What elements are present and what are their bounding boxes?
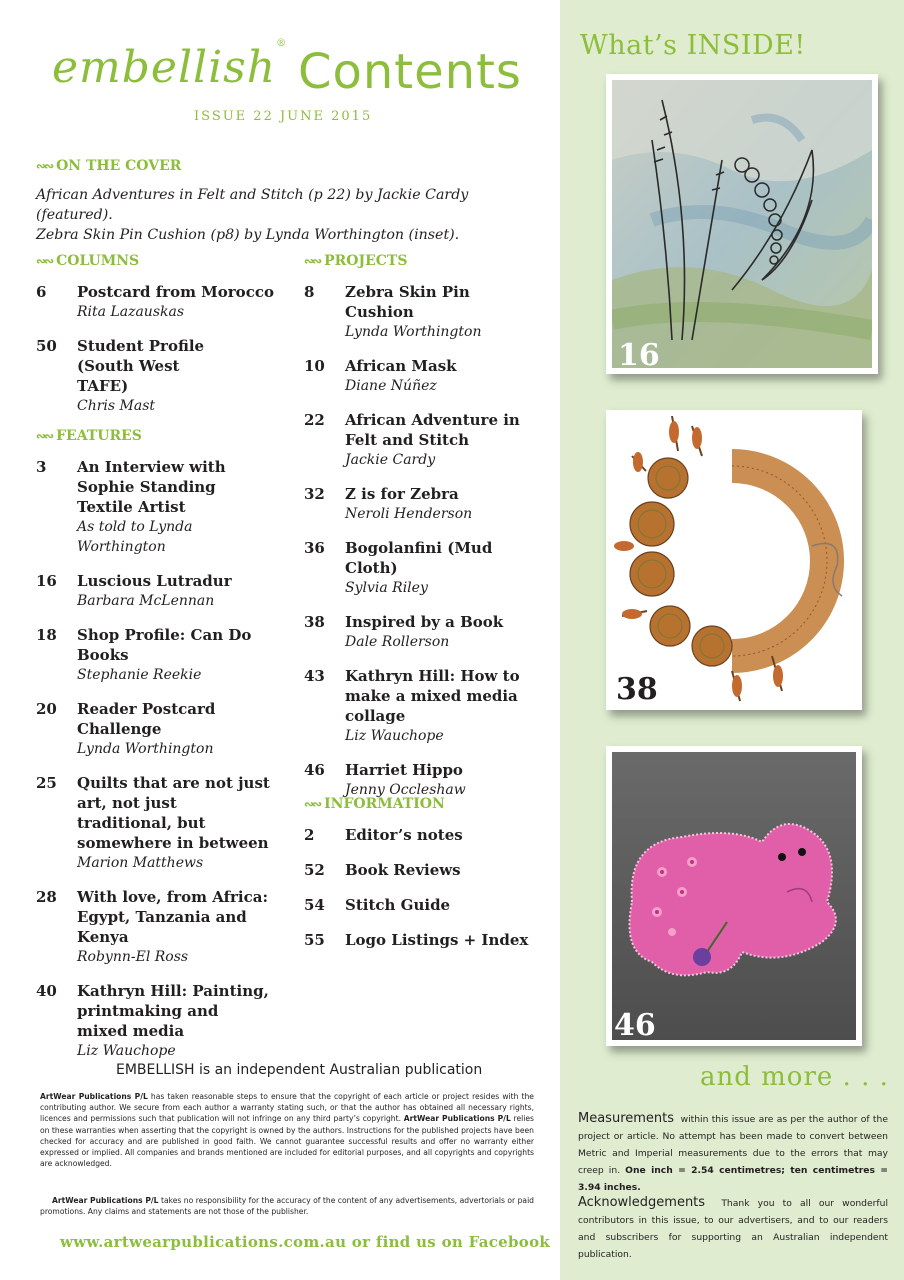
list-item[interactable] xyxy=(304,895,540,915)
list-item[interactable] xyxy=(36,571,272,611)
information-list xyxy=(304,825,540,965)
article-title: Kathryn Hill: How to make a mixed media collage xyxy=(345,667,520,725)
stitched-butterfly-image xyxy=(612,80,872,368)
article-author: Marion Matthews xyxy=(77,855,204,871)
article-author: Barbara McLennan xyxy=(77,593,215,609)
photo-page-number: 38 xyxy=(616,672,658,707)
list-item[interactable] xyxy=(304,484,540,524)
page-number: 10 xyxy=(304,357,325,375)
article-author: Lynda Worthington xyxy=(345,324,482,340)
article-title: Stitch Guide xyxy=(345,896,451,914)
acknowledgements-text: Thank you to all our wonderful contributors in this issue, to our advertisers, and to our readers and subscribers for supporting an Australian independent publication. xyxy=(578,1198,889,1260)
list-item[interactable] xyxy=(304,860,540,880)
whats-inside-title: What’s INSIDE! xyxy=(580,30,806,61)
flourish-icon: ∾∾ xyxy=(36,254,53,268)
article-title: Kathryn Hill: Painting, printmaking and mixed media xyxy=(77,982,269,1040)
feature-photo-46[interactable] xyxy=(606,746,862,1046)
article-author: Dale Rollerson xyxy=(345,634,450,650)
section-heading-columns xyxy=(36,253,139,269)
cover-line-1: African Adventures in Felt and Stitch (p 22) by Jackie Cardy (featured). xyxy=(36,187,469,223)
cover-line-2: Zebra Skin Pin Cushion (p8) by Lynda Worthington (inset). xyxy=(36,227,460,243)
features-list xyxy=(36,457,272,1075)
page-number: 22 xyxy=(304,411,325,429)
heading-label: ON THE COVER xyxy=(56,158,182,174)
page-number: 6 xyxy=(36,283,47,301)
heading-label: COLUMNS xyxy=(56,253,140,269)
embellish-logo xyxy=(52,38,288,93)
page-number: 20 xyxy=(36,700,57,718)
article-title: Quilts that are not just art, not just traditional, but somewhere in between xyxy=(77,774,270,852)
page-number: 50 xyxy=(36,337,57,355)
page-title: Contents xyxy=(298,44,522,100)
flourish-icon: ∾∾ xyxy=(304,254,321,268)
acknowledgements-lead: Acknowledgements xyxy=(578,1195,706,1210)
flourish-icon: ∾∾ xyxy=(36,429,53,443)
measurements-note xyxy=(578,1110,888,1196)
page-number: 36 xyxy=(304,539,325,557)
list-item[interactable] xyxy=(304,825,540,845)
list-item[interactable] xyxy=(36,887,272,967)
page-number: 46 xyxy=(304,761,325,779)
heading-label: INFORMATION xyxy=(324,796,445,812)
page-number: 25 xyxy=(36,774,57,792)
article-author: Stephanie Reekie xyxy=(77,667,202,683)
page-number: 2 xyxy=(304,826,315,844)
page-number: 55 xyxy=(304,931,325,949)
list-item[interactable] xyxy=(36,773,272,873)
page-number: 16 xyxy=(36,572,57,590)
article-title: Shop Profile: Can Do Books xyxy=(77,626,252,664)
liability-text: takes no responsibility for the accuracy of the content of any advertisements, advertorials or paid promotions. Any claims and statements are not those of the publisher. xyxy=(40,1196,535,1217)
list-item[interactable] xyxy=(36,282,276,322)
page-number: 43 xyxy=(304,667,325,685)
list-item[interactable] xyxy=(36,625,272,685)
publisher-name: ArtWear Publications P/L xyxy=(40,1092,148,1101)
list-item[interactable] xyxy=(304,356,540,396)
article-author: Jackie Cardy xyxy=(345,452,436,468)
article-title: African Mask xyxy=(345,357,457,375)
flourish-icon: ∾∾ xyxy=(304,797,321,811)
page-number: 52 xyxy=(304,861,325,879)
section-heading-features xyxy=(36,428,142,444)
copyright-text-a: has taken reasonable steps to ensure that the copyright of each article or project resides with the contributing author. We secure from each author a warranty stating such, or that the author has obtained all necessary rights, licences and permissions such that publication will not infringe on any third party’s copyright. xyxy=(40,1092,534,1124)
article-title: Logo Listings + Index xyxy=(345,931,529,949)
article-author: Diane Núñez xyxy=(345,378,437,394)
issue-line: ISSUE 22 JUNE 2015 xyxy=(194,109,373,124)
measurements-bold: One inch = 2.54 centimetres; ten centimetres = 3.94 inches. xyxy=(578,1165,888,1193)
feature-photo-38[interactable] xyxy=(606,410,862,710)
measurements-lead: Measurements xyxy=(578,1111,675,1126)
list-item[interactable] xyxy=(36,336,276,416)
list-item[interactable] xyxy=(304,612,540,652)
list-item[interactable] xyxy=(304,538,540,598)
page-number: 38 xyxy=(304,613,325,631)
list-item[interactable] xyxy=(36,457,272,557)
article-author: Lynda Worthington xyxy=(77,741,214,757)
feature-photo-16[interactable] xyxy=(606,74,878,374)
copyright-text-b: relies on these warranties when asserting that the copyright is owned by the authors. Instructions for the published projects have been checked for accuracy and are published in good faith. We cannot guarantee successful results and offer no warranty either expressed or implied. All companies and brands mentioned are included for editorial purposes, and all copyrights and copyrights are acknowledged. xyxy=(40,1114,534,1169)
article-title: Inspired by a Book xyxy=(345,613,504,631)
article-title: An Interview with Sophie Standing Textile Artist xyxy=(77,458,226,516)
list-item[interactable] xyxy=(304,410,540,470)
liability-paragraph xyxy=(40,1195,534,1217)
article-title: Reader Postcard Challenge xyxy=(77,700,216,738)
article-author: Robynn-El Ross xyxy=(77,949,189,965)
article-title: Bogolanfini (Mud Cloth) xyxy=(345,539,493,577)
list-item[interactable] xyxy=(304,282,540,342)
article-author: Liz Wauchope xyxy=(345,728,444,744)
list-item[interactable] xyxy=(36,699,272,759)
heading-label: FEATURES xyxy=(56,428,142,444)
article-title: Zebra Skin Pin Cushion xyxy=(345,283,470,321)
list-item[interactable] xyxy=(304,930,540,950)
article-title: Editor’s notes xyxy=(345,826,463,844)
page-number: 40 xyxy=(36,982,57,1000)
list-item[interactable] xyxy=(304,760,540,800)
article-title: Harriet Hippo xyxy=(345,761,463,779)
publisher-name: ArtWear Publications P/L xyxy=(403,1114,511,1124)
article-title: Luscious Lutradur xyxy=(77,572,232,590)
section-heading-projects xyxy=(304,253,407,269)
beaded-necklace-image xyxy=(612,416,856,704)
copyright-paragraph xyxy=(40,1091,534,1169)
page-number: 18 xyxy=(36,626,57,644)
page-number: 54 xyxy=(304,896,325,914)
article-title: Student Profile (South West TAFE) xyxy=(77,337,205,395)
article-title: Book Reviews xyxy=(345,861,461,879)
article-title: Z is for Zebra xyxy=(345,485,459,503)
acknowledgements-note xyxy=(578,1194,888,1263)
measurements-text: within this issue are as per the author of the project or article. No attempt has been made to convert between Metric and Imperial measurements due to the errors that may creep in. xyxy=(578,1114,888,1176)
publisher-name: ArtWear Publications P/L xyxy=(52,1196,159,1205)
and-more-text: and more . . . xyxy=(700,1062,889,1092)
photo-page-number: 16 xyxy=(618,338,660,373)
logo-text: embellish xyxy=(52,42,277,93)
article-author: Neroli Henderson xyxy=(345,506,473,522)
article-author: Chris Mast xyxy=(77,398,156,414)
photo-page-number: 46 xyxy=(614,1008,656,1043)
website-link[interactable]: www.artwearpublications.com.au or find us on Facebook xyxy=(60,1233,551,1251)
page-number: 8 xyxy=(304,283,315,301)
article-title: With love, from Africa: Egypt, Tanzania and Kenya xyxy=(77,888,269,946)
page-number: 3 xyxy=(36,458,47,476)
section-heading-information xyxy=(304,796,445,812)
projects-list xyxy=(304,282,540,814)
flourish-icon: ∾∾ xyxy=(36,159,53,173)
heading-label: PROJECTS xyxy=(324,253,408,269)
list-item[interactable] xyxy=(36,981,272,1061)
felt-hippo-image xyxy=(612,752,856,1040)
columns-list xyxy=(36,282,276,430)
article-title: Postcard from Morocco xyxy=(77,283,274,301)
article-author: Liz Wauchope xyxy=(77,1043,176,1059)
article-author: Rita Lazauskas xyxy=(77,304,185,320)
page-number: 28 xyxy=(36,888,57,906)
list-item[interactable] xyxy=(304,666,540,746)
registered-mark: ® xyxy=(276,38,288,49)
article-author: Sylvia Riley xyxy=(345,580,428,596)
cover-description xyxy=(36,185,546,245)
section-heading-cover xyxy=(36,158,181,174)
article-title: African Adventure in Felt and Stitch xyxy=(345,411,520,449)
page-number: 32 xyxy=(304,485,325,503)
article-author: As told to Lynda Worthington xyxy=(77,519,193,555)
article-author: Jenny Occleshaw xyxy=(345,782,466,798)
publication-statement: EMBELLISH is an independent Australian publication xyxy=(116,1062,483,1078)
